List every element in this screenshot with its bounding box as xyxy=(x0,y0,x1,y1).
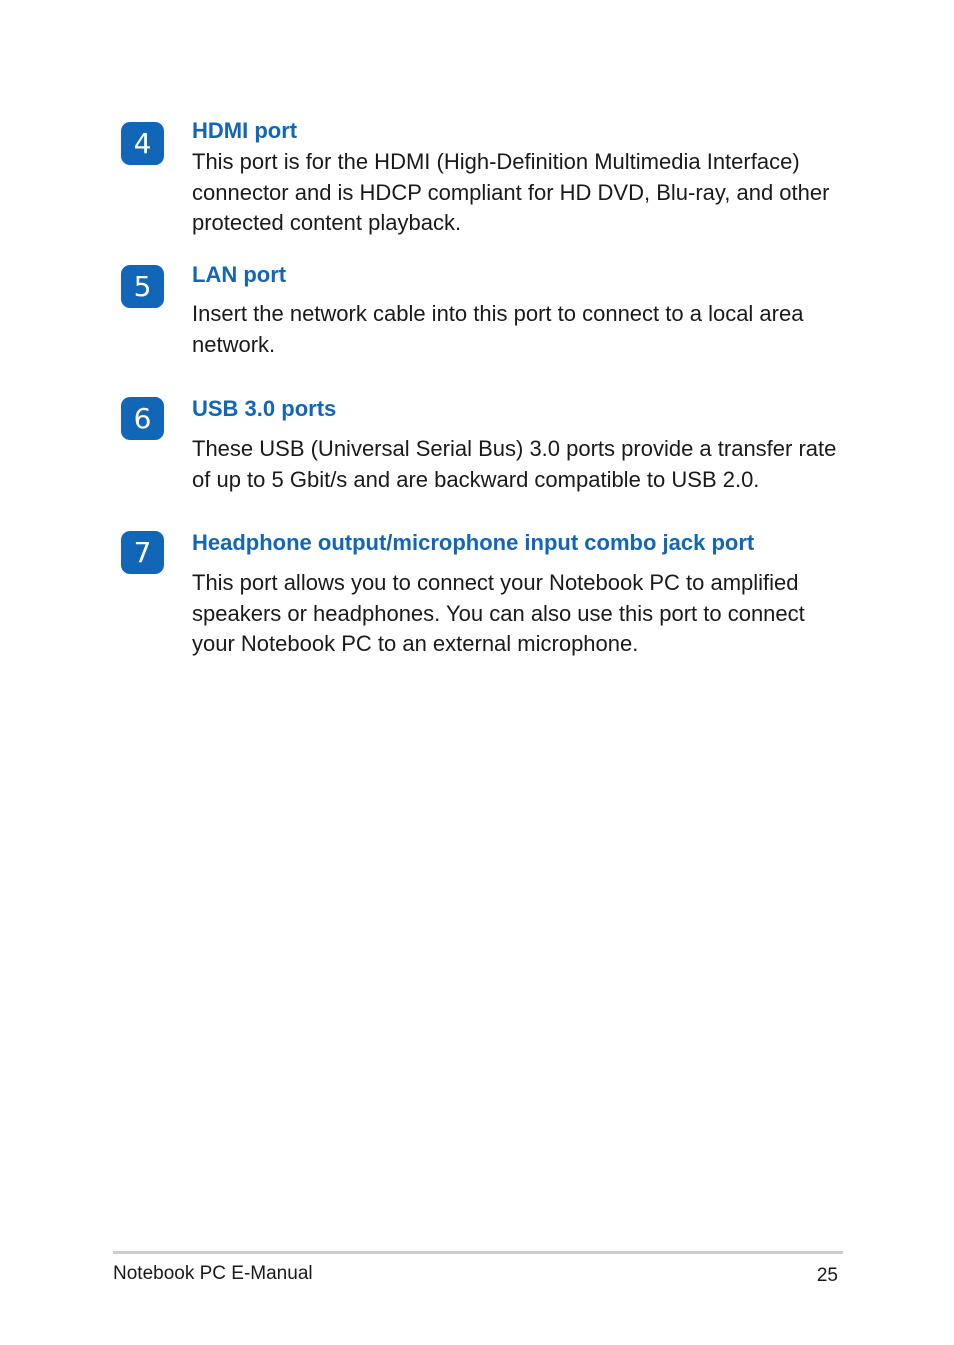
section-description: Insert the network cable into this port to connect to a local area network. xyxy=(192,301,804,357)
page-number: 25 xyxy=(816,1265,838,1286)
section-heading: HDMI port xyxy=(192,118,298,143)
footer-manual-title: Notebook PC E-Manual xyxy=(113,1263,313,1284)
section-description: This port allows you to connect your Notebook PC to amplified speakers or headphones. You can also use this port to connect your Notebook PC to an external microphone. xyxy=(192,570,805,656)
number-badge: 6 xyxy=(121,397,164,440)
section-description: This port is for the HDMI (High-Definition Multimedia Interface) connector and is HDCP compliant for HD DVD, Blu-ray, and other protected content playback. xyxy=(192,149,830,235)
footer-divider xyxy=(113,1251,843,1254)
number-badge: 5 xyxy=(121,265,164,308)
section-heading: USB 3.0 ports xyxy=(192,396,337,421)
section-heading: Headphone output/microphone input combo jack port xyxy=(192,530,755,555)
number-badge: 7 xyxy=(121,531,164,574)
section-description: These USB (Universal Serial Bus) 3.0 ports provide a transfer rate of up to 5 Gbit/s and are backward compatible to USB 2.0. xyxy=(192,436,837,492)
section-heading: LAN port xyxy=(192,262,287,287)
number-badge: 4 xyxy=(121,122,164,165)
